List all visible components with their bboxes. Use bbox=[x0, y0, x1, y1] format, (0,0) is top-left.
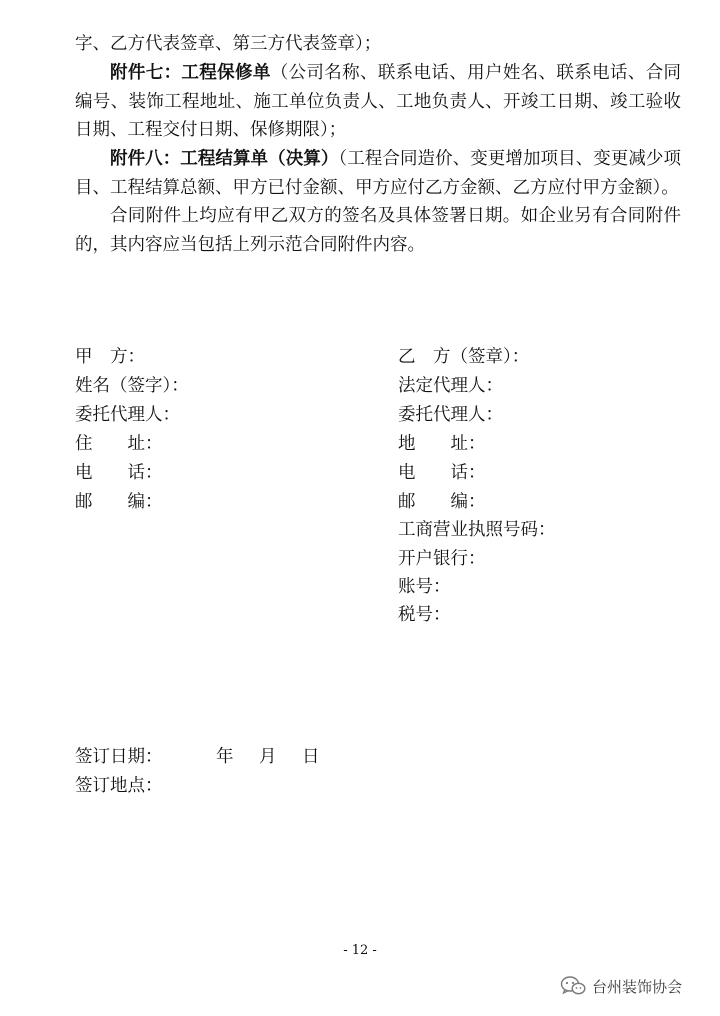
signing-month: 月 bbox=[259, 747, 277, 767]
wechat-icon bbox=[560, 975, 586, 997]
party-b-phone: 电 话： bbox=[398, 463, 486, 483]
paragraph-attachment-note: 合同附件上均应有甲乙双方的签名及具体签署日期。如企业另有合同附件的，其内容应当包括上列示范合同附件内容。 bbox=[75, 206, 681, 255]
party-a-phone: 电 话： bbox=[75, 463, 163, 483]
party-b-bank: 开户银行： bbox=[398, 549, 486, 569]
party-b-postcode: 邮 编： bbox=[398, 492, 486, 512]
watermark-text: 台州装饰协会 bbox=[592, 977, 683, 996]
party-a-title: 甲 方： bbox=[75, 347, 145, 367]
party-b-tax: 税号： bbox=[398, 605, 451, 625]
party-b-account: 账号： bbox=[398, 577, 451, 597]
attachment-7-title: 附件七：工程保修单 bbox=[110, 63, 271, 83]
paragraph-continuation: 字、乙方代表签章、第三方代表签章）； bbox=[75, 34, 382, 54]
signing-day: 日 bbox=[302, 747, 320, 767]
signing-place-label: 签订地点： bbox=[75, 776, 163, 796]
party-b-address: 地 址： bbox=[398, 434, 486, 454]
paragraph-attachment-8 bbox=[75, 145, 681, 202]
party-a-address: 住 址： bbox=[75, 434, 163, 454]
party-a-name: 姓名（签字）： bbox=[75, 376, 189, 396]
party-b-agent: 委托代理人： bbox=[398, 405, 503, 425]
paragraph-attachment-7 bbox=[75, 59, 681, 145]
signing-year: 年 bbox=[216, 747, 234, 767]
party-a-postcode: 邮 编： bbox=[75, 492, 163, 512]
party-b-license: 工商营业执照号码： bbox=[398, 520, 556, 540]
page-number: - 12 - bbox=[343, 943, 377, 958]
party-b-title: 乙 方（签章）： bbox=[398, 347, 530, 367]
party-b-legal-rep: 法定代理人： bbox=[398, 376, 503, 396]
attachment-7-text: （公司名称、联系电话、用户姓名、联系电话、合同编号、装饰工程地址、施工单位负责人、工地负责人、开竣工日期、竣工验收日期、工程交付日期、保修期限）； bbox=[75, 63, 682, 140]
signing-date-label: 签订日期： bbox=[75, 747, 163, 767]
attachment-8-title: 附件八：工程结算单（决算） bbox=[110, 149, 339, 169]
wechat-watermark bbox=[560, 973, 682, 999]
attachment-8-text: （工程合同造价、变更增加项目、变更减少项目、工程结算总额、甲方已付金额、甲方应付乙方金额、乙方应付甲方金额）。 bbox=[75, 149, 682, 198]
party-a-agent: 委托代理人： bbox=[75, 405, 180, 425]
